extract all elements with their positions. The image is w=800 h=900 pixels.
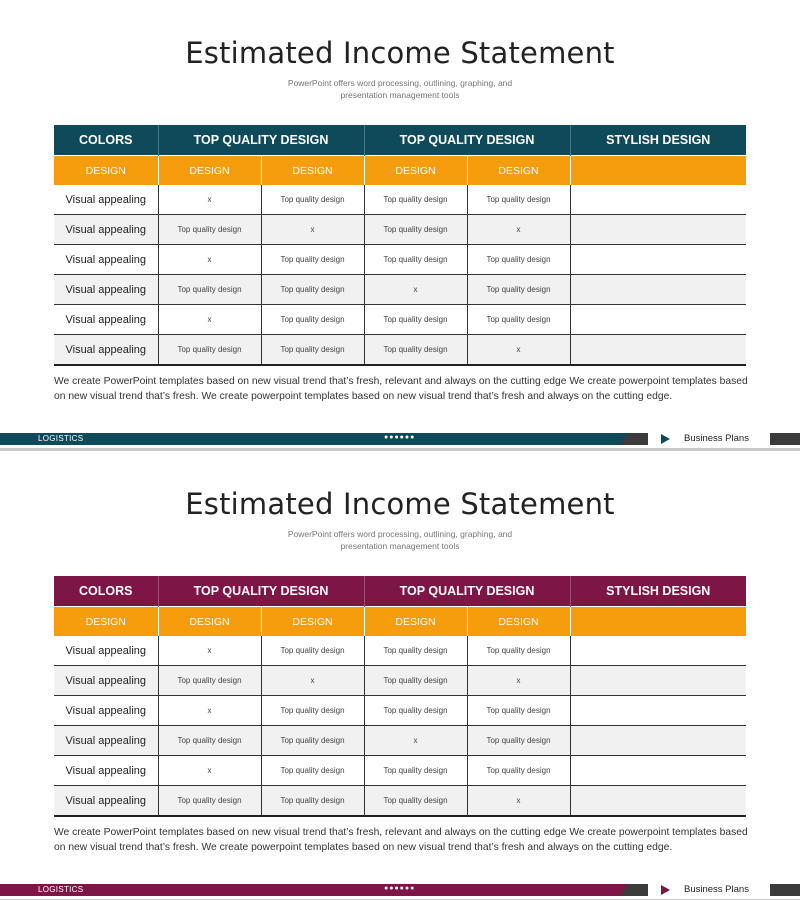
table-cell: Top quality design — [467, 185, 570, 215]
slide-subtitle — [250, 528, 550, 552]
subheader-cell: DESIGN — [158, 607, 261, 637]
table-row — [54, 726, 746, 756]
subtitle-line-2: presentation management tools — [340, 541, 460, 551]
table-cell: Top quality design — [158, 335, 261, 366]
table-cell — [570, 666, 746, 696]
table-cell: Top quality design — [364, 305, 467, 335]
table-cell: Top quality design — [364, 185, 467, 215]
header-stylish: STYLISH DESIGN — [570, 125, 746, 156]
row-label: Visual appealing — [54, 666, 158, 696]
row-label: Visual appealing — [54, 215, 158, 245]
table-cell: Top quality design — [261, 335, 364, 366]
table-cell: Top quality design — [364, 696, 467, 726]
table-row — [54, 275, 746, 305]
table-row — [54, 185, 746, 215]
table-cell: Top quality design — [467, 726, 570, 756]
table-cell: Top quality design — [467, 696, 570, 726]
table-cell — [570, 275, 746, 305]
table-cell: Top quality design — [364, 215, 467, 245]
row-label: Visual appealing — [54, 335, 158, 366]
subtitle-line-1: PowerPoint offers word processing, outlining, graphing, and — [287, 529, 513, 539]
slide-subtitle — [250, 77, 550, 101]
table-cell: x — [467, 666, 570, 696]
table-row — [54, 245, 746, 275]
table-cell — [570, 305, 746, 335]
header-top-quality-1: TOP QUALITY DESIGN — [158, 125, 364, 156]
table-cell: Top quality design — [261, 185, 364, 215]
table-body — [54, 636, 746, 816]
table-cell: Top quality design — [158, 275, 261, 305]
table-cell: Top quality design — [158, 215, 261, 245]
table-header-row — [54, 125, 746, 156]
table-cell: Top quality design — [261, 756, 364, 786]
table-cell: Top quality design — [467, 756, 570, 786]
body-paragraph: We create PowerPoint templates based on new visual trend that’s fresh, relevant and always on the cutting edge We create powerpoint templates based on new visual trend that’s fresh. We create powerpoint templates based on new visual trend that’s fresh and always on the cutting edge. — [54, 827, 748, 853]
table-cell: Top quality design — [261, 275, 364, 305]
table-cell — [570, 786, 746, 817]
table-cell: x — [158, 185, 261, 215]
table-cell: Top quality design — [158, 666, 261, 696]
row-label: Visual appealing — [54, 636, 158, 666]
table-row — [54, 305, 746, 335]
table-cell — [570, 756, 746, 786]
table-cell: Top quality design — [158, 786, 261, 817]
table-cell: Top quality design — [364, 666, 467, 696]
table-cell — [570, 696, 746, 726]
table-cell: x — [261, 666, 364, 696]
table-cell: Top quality design — [364, 786, 467, 817]
footer-block — [770, 433, 800, 445]
slide-title: Estimated Income Statement — [185, 36, 615, 70]
table-cell — [570, 215, 746, 245]
subheader-cell — [570, 156, 746, 186]
footer-dots: ●●●●●● — [384, 885, 416, 892]
subheader-cell: DESIGN — [364, 156, 467, 186]
table-cell — [570, 245, 746, 275]
table-cell: x — [467, 786, 570, 817]
table-row — [54, 666, 746, 696]
subheader-cell: DESIGN — [54, 156, 158, 186]
table-cell: x — [158, 696, 261, 726]
income-table — [54, 125, 746, 366]
header-top-quality-1: TOP QUALITY DESIGN — [158, 576, 364, 607]
slide-title: Estimated Income Statement — [185, 487, 615, 521]
triangle-arrow-icon — [661, 885, 670, 895]
footer-brand: Business Plans — [684, 884, 749, 895]
table-cell: Top quality design — [364, 756, 467, 786]
header-colors: COLORS — [54, 125, 158, 156]
footer-bar — [0, 884, 630, 896]
header-top-quality-2: TOP QUALITY DESIGN — [364, 125, 570, 156]
row-label: Visual appealing — [54, 275, 158, 305]
table-row — [54, 636, 746, 666]
table-cell — [570, 335, 746, 366]
subheader-cell: DESIGN — [364, 607, 467, 637]
table-cell: Top quality design — [158, 726, 261, 756]
row-label: Visual appealing — [54, 756, 158, 786]
row-label: Visual appealing — [54, 726, 158, 756]
table-cell — [570, 185, 746, 215]
table-cell — [570, 636, 746, 666]
footer-bar — [0, 433, 630, 445]
subheader-cell: DESIGN — [54, 607, 158, 637]
table-cell: Top quality design — [467, 305, 570, 335]
table-cell: x — [364, 726, 467, 756]
table-cell: Top quality design — [261, 696, 364, 726]
table-header-row — [54, 576, 746, 607]
table-subheader-row — [54, 156, 746, 186]
slide-2 — [0, 451, 800, 899]
table-cell: Top quality design — [261, 305, 364, 335]
table-cell: Top quality design — [261, 245, 364, 275]
table-cell: Top quality design — [467, 636, 570, 666]
table-cell: Top quality design — [364, 335, 467, 366]
subheader-cell: DESIGN — [467, 607, 570, 637]
row-label: Visual appealing — [54, 786, 158, 817]
footer-label: LOGISTICS — [38, 434, 84, 443]
table-cell — [570, 726, 746, 756]
subheader-cell: DESIGN — [261, 156, 364, 186]
table-subheader-row — [54, 607, 746, 637]
table-row — [54, 335, 746, 366]
row-label: Visual appealing — [54, 696, 158, 726]
table-body — [54, 185, 746, 365]
table-cell: x — [261, 215, 364, 245]
subheader-cell: DESIGN — [261, 607, 364, 637]
subheader-cell — [570, 607, 746, 637]
footer-dots: ●●●●●● — [384, 434, 416, 441]
table-cell: x — [158, 756, 261, 786]
table-cell: x — [158, 636, 261, 666]
subheader-cell: DESIGN — [158, 156, 261, 186]
footer-brand: Business Plans — [684, 433, 749, 444]
table-row — [54, 786, 746, 817]
row-label: Visual appealing — [54, 185, 158, 215]
slide-1 — [0, 0, 800, 448]
table-cell: x — [158, 245, 261, 275]
footer-label: LOGISTICS — [38, 885, 84, 894]
row-label: Visual appealing — [54, 245, 158, 275]
table-cell: Top quality design — [364, 245, 467, 275]
table-cell: x — [158, 305, 261, 335]
table-row — [54, 215, 746, 245]
table-cell: Top quality design — [261, 726, 364, 756]
table-cell: Top quality design — [467, 275, 570, 305]
row-label: Visual appealing — [54, 305, 158, 335]
footer-block — [770, 884, 800, 896]
header-colors: COLORS — [54, 576, 158, 607]
table-cell: x — [467, 215, 570, 245]
subtitle-line-1: PowerPoint offers word processing, outlining, graphing, and — [287, 78, 513, 88]
header-stylish: STYLISH DESIGN — [570, 576, 746, 607]
triangle-arrow-icon — [661, 434, 670, 444]
table-cell: Top quality design — [467, 245, 570, 275]
table-cell: x — [364, 275, 467, 305]
table-row — [54, 696, 746, 726]
body-paragraph: We create PowerPoint templates based on new visual trend that’s fresh, relevant and always on the cutting edge We create powerpoint templates based on new visual trend that’s fresh. We create powerpoint templates based on new visual trend that’s fresh and always on the cutting edge. — [54, 376, 748, 402]
table-cell: Top quality design — [261, 786, 364, 817]
table-cell: Top quality design — [364, 636, 467, 666]
table-cell: x — [467, 335, 570, 366]
subheader-cell: DESIGN — [467, 156, 570, 186]
income-table — [54, 576, 746, 817]
header-top-quality-2: TOP QUALITY DESIGN — [364, 576, 570, 607]
table-cell: Top quality design — [261, 636, 364, 666]
table-row — [54, 756, 746, 786]
subtitle-line-2: presentation management tools — [340, 90, 460, 100]
